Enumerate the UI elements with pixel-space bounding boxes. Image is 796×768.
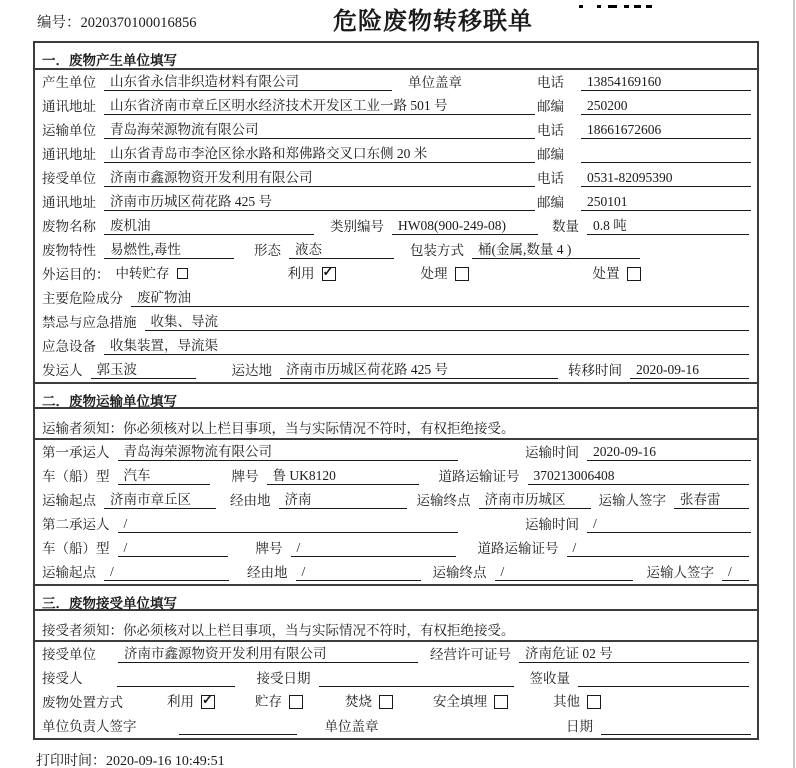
road-permit-2-value: / [567,539,750,557]
plate-label: 牌号 [231,469,259,484]
producer-value: 山东省永信非织造材料有限公司 [104,73,392,91]
print-time-value: 2020-09-16 10:49:51 [106,754,225,768]
section-1-heading: 一．废物产生单位填写 [35,43,757,70]
checkbox-transfer-storage [177,268,188,279]
form-label: 形态 [254,243,281,258]
row-receiver-unit [35,166,757,190]
row-transport-unit [35,118,757,142]
manifest-form [33,41,759,740]
zip-label: 邮编 [537,99,564,114]
first-carrier-value: 青岛海荣源物流有限公司 [118,443,458,461]
checkbox-disposal-landfill [494,695,508,709]
road-permit-label: 道路运输证号 [438,469,520,484]
quantity-value: 0.8 吨 [587,217,749,235]
disposal-option-incinerate [345,693,393,710]
terminus-value: 济南市历城区 [479,491,591,509]
form-value: 液态 [289,241,394,259]
vehicle-type-2-value: / [118,539,228,557]
row-manager-signature [35,714,757,738]
page-right-edge [793,0,795,768]
zip-label: 邮编 [537,147,564,162]
destination-value: 济南市历城区荷花路 425 号 [280,361,558,379]
destination-label: 运达地 [231,363,272,378]
phone-label: 电话 [537,75,564,90]
taboo-label: 禁忌与应急措施 [42,315,137,330]
checkbox-disposal-utilize [201,695,215,709]
date-label: 日期 [566,719,593,734]
row-waste-traits [35,238,757,262]
transporter-zip-value [581,146,751,163]
purpose-option-transfer-storage [116,265,188,282]
serial-label: 编号： [37,15,81,31]
phone-label: 电话 [537,123,564,138]
carrier-signature-value: 张春雷 [674,491,749,509]
road-permit-label: 道路运输证号 [477,541,559,556]
terminus-label: 运输终点 [432,565,487,580]
transport-time-group-2 [525,515,751,533]
vehicle-type-label: 车（船）型 [42,541,110,556]
transport-time-label: 运输时间 [525,445,579,460]
taboo-value: 收集、导流 [145,313,750,331]
purpose-option-dispose [593,265,641,282]
via-label: 经由地 [247,565,288,580]
disposal-option-storage [255,693,303,710]
section-3-heading: 三．废物接受单位填写 [35,584,757,611]
transporter-phone-group [537,121,751,139]
checkbox-disposal-incinerate [379,695,393,709]
waste-name-label: 废物名称 [42,219,96,234]
checkbox-disposal-other [587,695,601,709]
row-first-vehicle [35,464,757,488]
row-transfer-purpose [35,262,757,286]
traits-label: 废物特性 [42,243,96,258]
via-2-value: / [296,563,421,581]
producer-zip-value: 250200 [581,97,751,115]
carrier-signature-label: 运输人签字 [598,493,666,508]
section-2-heading: 二．废物运输单位填写 [35,382,757,409]
row-emergency-equipment [35,334,757,358]
producer-phone-value: 13854169160 [581,73,751,91]
equipment-label: 应急设备 [42,339,96,354]
manager-signature-value [179,718,297,735]
row-disposal-method [35,690,757,714]
transport-time-2-value: / [587,515,751,533]
signed-amount-label: 签收量 [529,671,570,686]
producer-address-value: 山东省济南市章丘区明水经济技术开发区工业一路 501 号 [104,97,535,115]
transport-time-value: 2020-09-16 [587,443,751,461]
row-second-route [35,560,757,584]
plate-2-value: / [291,539,456,557]
row-taboo-measures [35,310,757,334]
plate-label: 牌号 [255,541,283,556]
address-label: 通讯地址 [42,195,96,210]
receiver-address-value: 济南市历城区荷花路 425 号 [104,193,535,211]
serial-value: 2020370100016856 [80,15,197,31]
transporter-zip-group [537,146,751,163]
manager-signature-label: 单位负责人签字 [42,719,137,734]
receive-date-value [319,670,514,687]
terminus-2-value: / [495,563,633,581]
address-label: 通讯地址 [42,99,96,114]
transport-time-group [525,443,751,461]
purpose-option-treat [421,265,469,282]
hazard-label: 主要危险成分 [42,291,123,306]
row-producer-unit [35,70,757,94]
row-receiving-unit [35,642,757,666]
disposal-option-landfill [433,693,508,710]
option-label: 中转贮存 [115,266,170,281]
unit-seal-label: 单位盖章 [324,719,379,734]
row-transporter-address [35,142,757,166]
producer-zip-group [537,97,751,115]
option-label: 贮存 [255,694,282,709]
plate-value: 鲁 UK8120 [267,467,419,485]
checkbox-treat [455,267,469,281]
checkbox-dispose [627,267,641,281]
row-second-carrier [35,512,757,536]
row-waste-name [35,214,757,238]
second-carrier-value: / [118,515,458,533]
transport-time-label: 运输时间 [525,517,579,532]
checkbox-disposal-storage [289,695,303,709]
receive-date-label: 接受日期 [256,671,311,686]
document-title: 危险废物转移联单 [333,9,533,35]
phone-label: 电话 [537,171,564,186]
option-label: 利用 [287,266,315,281]
via-value: 济南 [279,491,407,509]
print-time-label: 打印时间： [36,754,106,768]
traits-value: 易燃性,毒性 [104,241,234,259]
category-code-value: HW08(900-249-08) [392,217,538,235]
row-first-route [35,488,757,512]
transporter-label: 运输单位 [42,123,96,138]
row-second-vehicle [35,536,757,560]
row-shipper [35,358,757,382]
print-time [36,750,225,768]
receiver-phone-group [537,169,751,187]
unit-seal-label: 单位盖章 [408,75,462,90]
receiver-label: 接受单位 [42,171,96,186]
carrier-signature-label: 运输人签字 [646,565,714,580]
terminus-label: 运输终点 [416,493,471,508]
vehicle-type-value: 汽车 [118,467,210,485]
row-hazard-components [35,286,757,310]
receiver-zip-group [537,193,751,211]
producer-label: 产生单位 [42,75,96,90]
option-label: 利用 [167,694,194,709]
origin-2-value: / [104,563,229,581]
quantity-label: 数量 [552,219,579,234]
transporter-phone-value: 18661672606 [581,121,751,139]
option-label: 安全填埋 [433,694,487,709]
origin-label: 运输起点 [42,565,96,580]
transfer-time-label: 转移时间 [568,363,622,378]
receiving-unit-value: 济南市鑫源物资开发利用有限公司 [118,645,418,663]
row-first-carrier [35,440,757,464]
road-permit-value: 370213006408 [528,467,750,485]
shipper-value: 郭玉波 [91,361,196,379]
row-receiver-address [35,190,757,214]
disposal-option-utilize [167,693,215,710]
qr-code-icon [578,0,654,8]
receive-person-value [117,670,235,687]
first-carrier-label: 第一承运人 [42,445,110,460]
receiver-phone-value: 0531-82095390 [581,169,751,187]
option-label: 其他 [553,694,580,709]
address-label: 通讯地址 [42,147,96,162]
disposal-option-other [553,693,601,710]
origin-label: 运输起点 [42,493,96,508]
receiving-unit-label: 接受单位 [42,647,96,662]
producer-phone-group [537,73,751,91]
purpose-label: 外运目的： [42,267,110,282]
receiver-value: 济南市鑫源物资开发利用有限公司 [104,169,535,187]
license-value: 济南危证 02 号 [519,645,749,663]
packing-label: 包装方式 [410,243,464,258]
transporter-address-value: 山东省青岛市李沧区徐水路和郑佛路交叉口东侧 20 米 [104,145,535,163]
disposal-method-label: 废物处置方式 [42,695,123,710]
option-label: 焚烧 [345,694,372,709]
transfer-time-value: 2020-09-16 [630,361,749,379]
receive-person-label: 接受人 [42,671,83,686]
transporter-value: 青岛海荣源物流有限公司 [104,121,535,139]
license-label: 经营许可证号 [430,647,511,662]
row-receiver-person [35,666,757,690]
option-label: 处置 [592,266,620,281]
hazard-value: 废矿物油 [131,289,749,307]
option-label: 处理 [420,266,448,281]
category-code-label: 类别编号 [330,219,384,234]
date-value [601,718,751,735]
signed-amount-value [578,670,749,687]
purpose-option-utilize [288,265,336,282]
shipper-label: 发运人 [42,363,83,378]
checkbox-utilize [322,267,336,281]
carrier-signature-2-value: / [722,563,749,581]
row-producer-address [35,94,757,118]
zip-label: 邮编 [537,195,564,210]
second-carrier-label: 第二承运人 [42,517,110,532]
receiver-notice: 接受者须知：你必须核对以上栏目事项，当与实际情况不符时，有权拒绝接受。 [35,611,757,642]
vehicle-type-label: 车（船）型 [42,469,110,484]
origin-value: 济南市章丘区 [104,491,216,509]
receiver-zip-value: 250101 [581,193,751,211]
via-label: 经由地 [230,493,271,508]
transporter-notice: 运输者须知：你必须核对以上栏目事项，当与实际情况不符时，有权拒绝接受。 [35,409,757,440]
equipment-value: 收集装置，导流渠 [104,337,749,355]
waste-name-value: 废机油 [104,217,314,235]
packing-value: 桶(金属,数量 4 ) [472,241,640,259]
